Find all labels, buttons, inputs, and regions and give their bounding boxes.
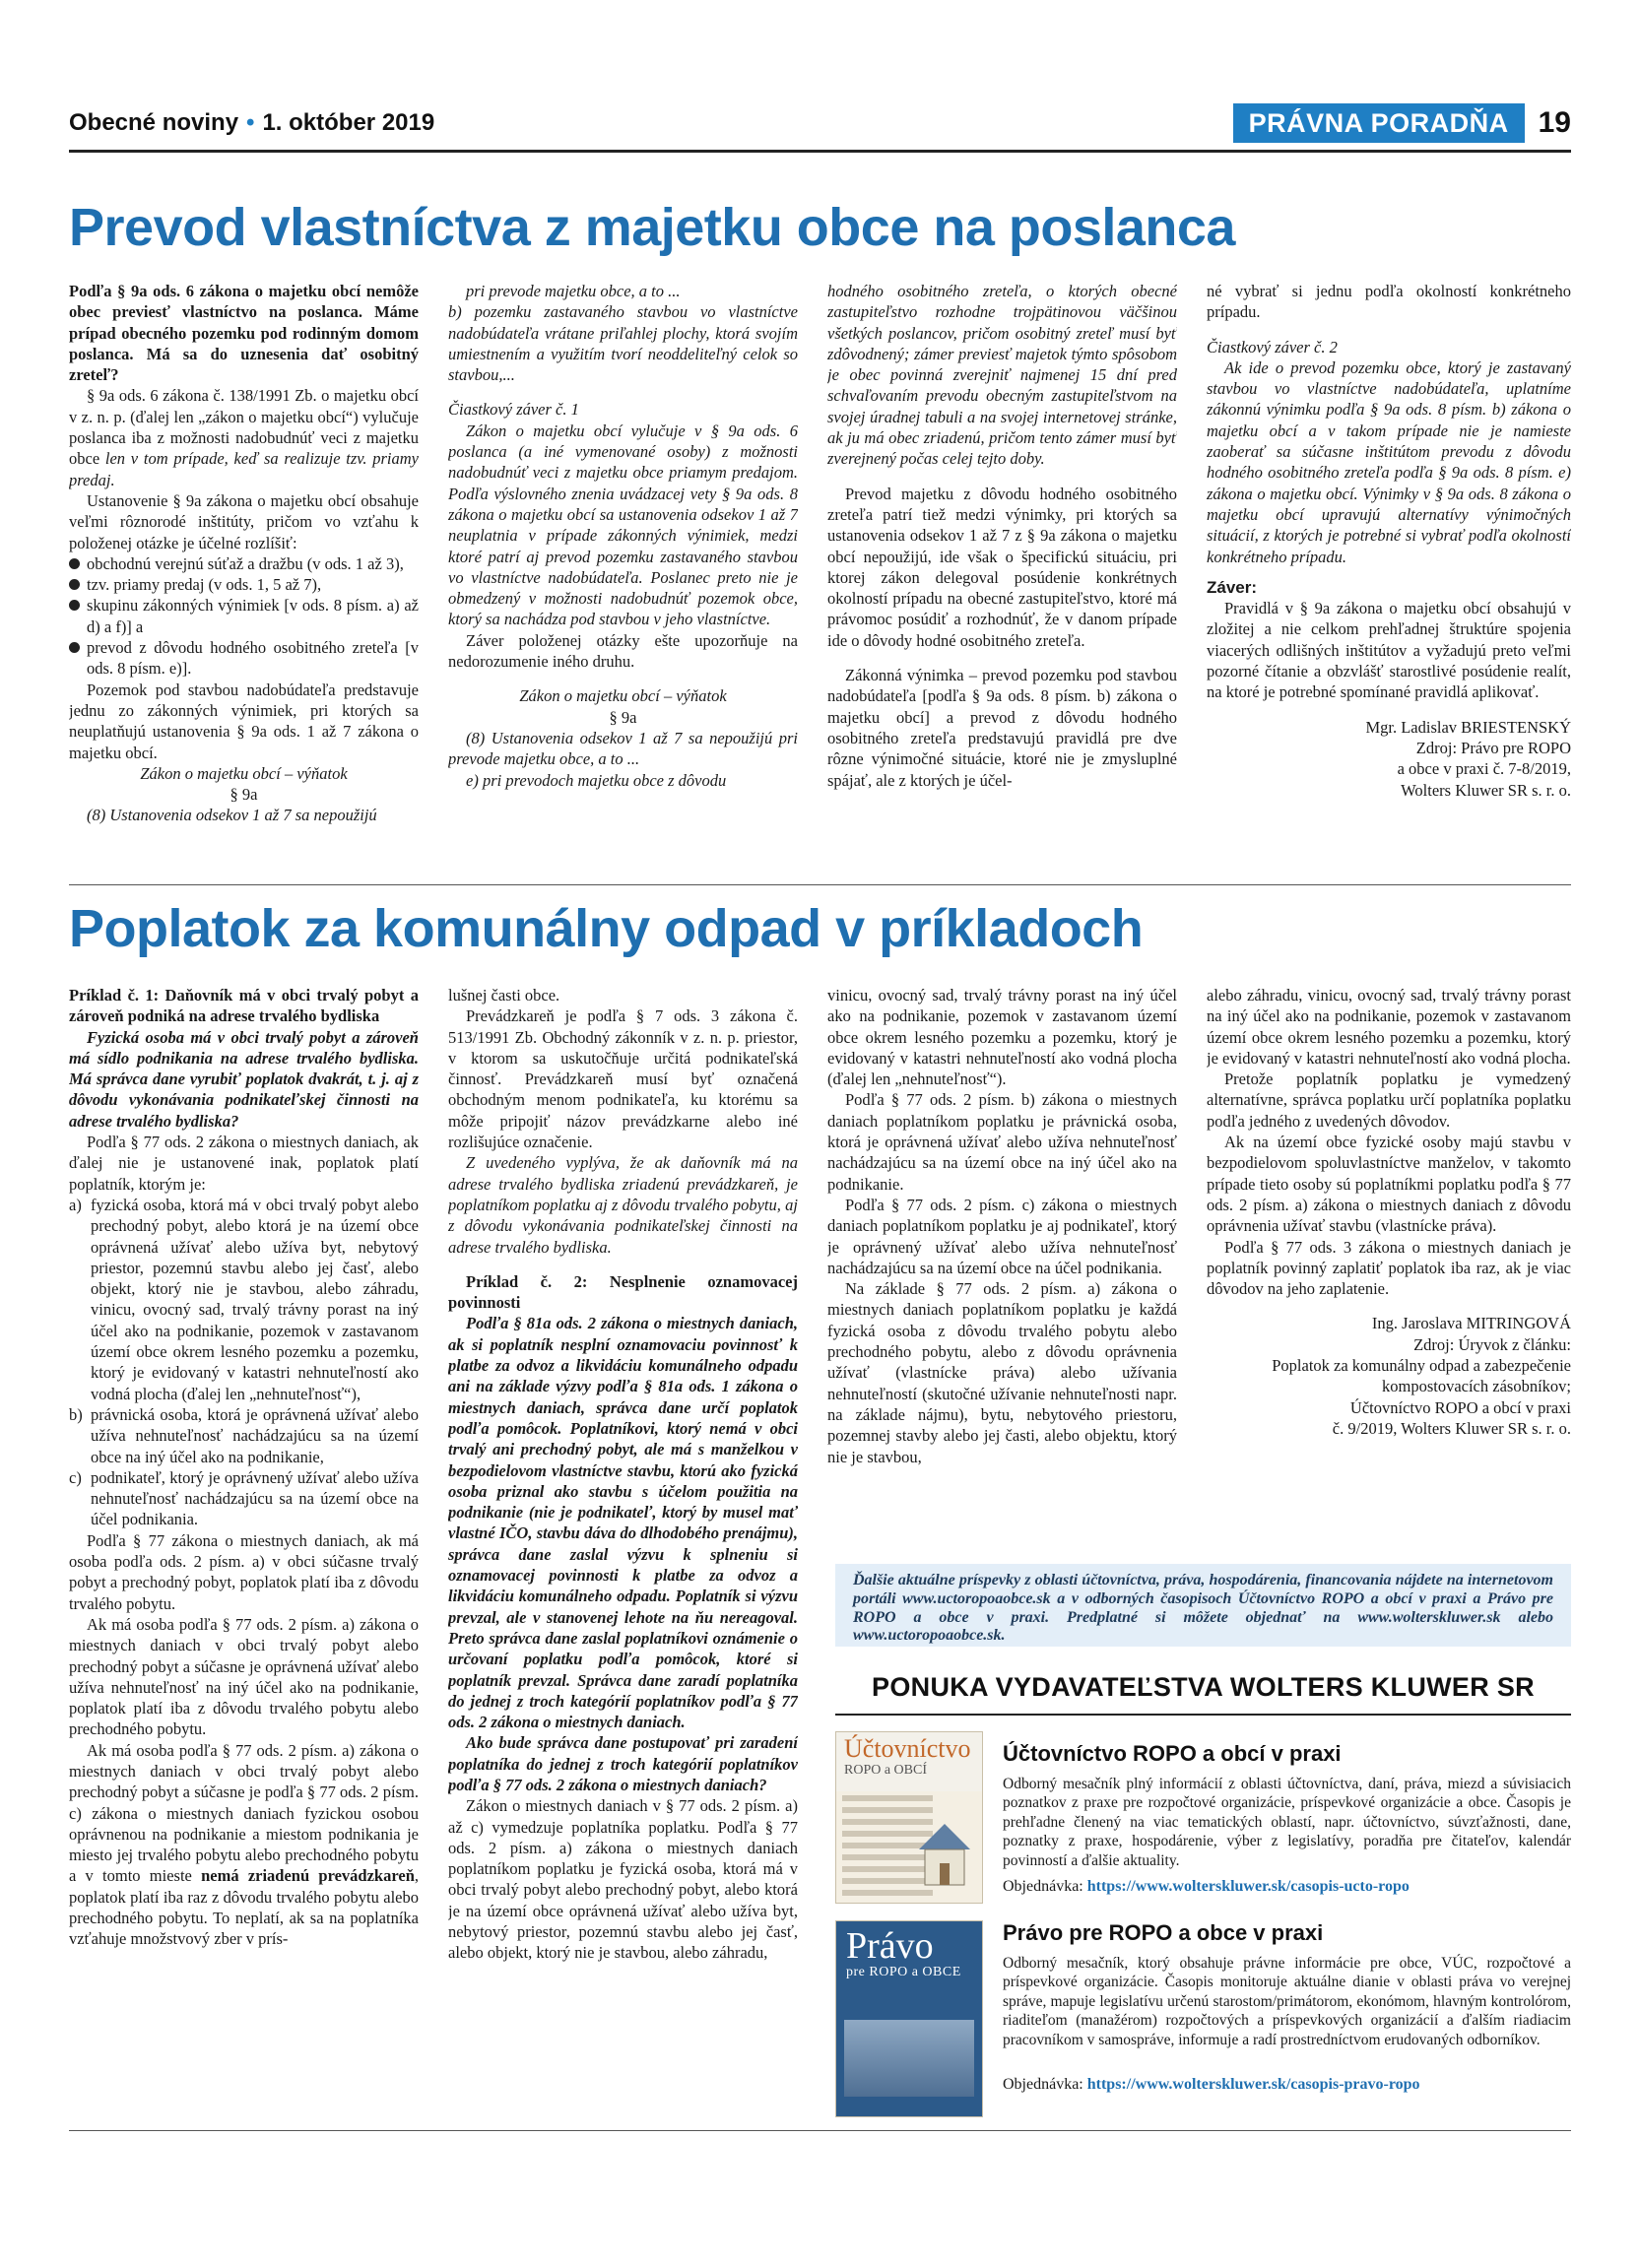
source-line: a obce v praxi č. 7-8/2019, <box>1397 759 1571 779</box>
author: Mgr. Ladislav BRIESTENSKÝ <box>1365 717 1571 737</box>
paragraph: né vybrať si jednu podľa okolností konkrétneho prípadu. <box>1207 282 1571 322</box>
author: Ing. Jaroslava MITRINGOVÁ <box>1371 1314 1571 1333</box>
article2-column-3 <box>827 985 1177 1536</box>
article2-column-4 <box>1207 985 1571 1536</box>
article2-column-1 <box>69 985 419 2122</box>
bullet-list <box>69 553 419 680</box>
paragraph: lušnej časti obce. <box>448 986 560 1004</box>
cover-subtitle: pre ROPO a OBCE <box>846 1965 961 1979</box>
paragraph: Zákon o miestnych daniach v § 77 ods. 2 písm. a) až c) vymedzuje poplatníka poplatku. Podľa § 77 ods. 2 písm. a) zákona o miestnych daniach poplatníkom poplatku je fyzická osoba, ktorá má v obci trvalý pobyt alebo prechodný pobyt, alebo ktorá je na území obce oprávnená užívať alebo užíva byt, nebytový priestor, pozemnú stavbu alebo jej časť, alebo objekt, ktorý nie je stavbou, alebo záhradu, <box>448 1796 798 1963</box>
quote-text: pri prevode majetku obce, a to ... <box>466 282 681 300</box>
header-rule <box>69 150 1571 153</box>
separator-dot: • <box>246 109 255 136</box>
paragraph: Ustanovenie § 9a zákona o majetku obcí obsahuje veľmi rôznorodé inštitúty, pričom vo vzťahu k položenej otázke je účelné rozlíšiť: <box>69 490 419 552</box>
cover-title: Právo <box>846 1925 934 1967</box>
order-line <box>1003 1878 1410 1896</box>
section-label <box>1233 103 1571 143</box>
cover-subtitle: ROPO a OBCÍ <box>844 1763 928 1778</box>
conclusion-heading: Záver: <box>1207 577 1258 597</box>
paragraph: Ak má osoba podľa § 77 ods. 2 písm. a) zákona o miestnych daniach v obci trvalý pobyt alebo prechodný pobyt a súčasne je podľa § 77 ods. 2 písm. c) zákona o miestnych daniach fyzickou osobou oprávnenou na podnikanie a miestom podnikania je miesto jej trvalého pobytu alebo prechodného pobytu a v tomto mieste nemá zriadenú prevádzkareň, poplatok platí iba raz z dôvodu trvalého pobytu alebo prechodného pobytu. To neplatí, ak sa na poplatníka vzťahuje množstvový zber v prís- <box>69 1740 419 1949</box>
product-title: Účtovníctvo ROPO a obcí v praxi <box>1003 1741 1342 1766</box>
product-description: Odborný mesačník plný informácií z oblasti účtovníctva, daní, práva, miezd a súvisiacich poznatkov z praxe pre rozpočtové organizácie, príspevkové organizácie a obce. Časopis je prehľadne členený na viac tematických oblastí, napr. účtovníctvo, súvzťažnosti, dane, poznatky z praxe, hospodárenie, výber z legislatívy, poradňa pre čitateľov, kalendár povinností a ďalšie aktuality. <box>1003 1776 1571 1869</box>
quote-text: hodného osobitného zreteľa, o ktorých obecné zastupiteľstvo rozhodne trojpätinovou väčšinou všetkých poslancov, pričom osobitný zreteľ musí byť zdôvodnený; zámer previesť majetok týmto spôsobom je obec povinná zverejniť najmenej 15 dní pred schvaľovaním prevodu obecným zastupiteľstvom na svojej úradnej tabuli a na svojej internetovej stránke, ak ju má obec zriadenú, pričom tento zámer musí byť zverejnený počas celej tejto doby. <box>827 282 1177 469</box>
paragraph: Pretože poplatník poplatku je vymedzený alternatívne, správca poplatku určí poplatníka poplatku podľa jedného z uvedených dôvodov. <box>1207 1069 1571 1131</box>
source-line: Wolters Kluwer SR s. r. o. <box>1401 780 1571 800</box>
paragraph: vinicu, ovocný sad, trvalý trávny porast na iný účel ako na podnikanie, pozemok v zastavanom území obce okrem lesného pozemku a pozemku, ktorý je evidovaný v katastri nehnuteľností ako vodná plocha (ďalej len „nehnuteľnosť“). <box>827 986 1177 1089</box>
paragraph: Podľa § 77 ods. 2 písm. b) zákona o miestnych daniach poplatníkom poplatku je právnická osoba, ktorá je oprávnená užívať alebo užíva nehnuteľnosť nachádzajúcu sa na území obce na iný účel ako na podnikanie. <box>827 1090 1177 1194</box>
source-line: Poplatok za komunálny odpad a zabezpečenie kompostovacích zásobníkov; <box>1272 1356 1571 1396</box>
article2-title: Poplatok za komunálny odpad v príkladoch <box>69 899 1144 958</box>
paragraph: Z uvedeného vyplýva, že ak daňovník má na adrese trvalého bydliska zriadenú prevádzkareň, je poplatníkom poplatku aj z dôvodu trvalého pobytu, aj z dôvodu vykonávania podnikateľskej činnosti na adrese trvalého bydliska. <box>448 1153 798 1257</box>
quote-text: (8) Ustanovenia odsekov 1 až 7 sa nepoužijú <box>87 806 377 825</box>
paragraph: Ak má osoba podľa § 77 ods. 2 písm. a) zákona o miestnych daniach v obci trvalý pobyt alebo prechodný pobyt a súčasne je oprávnená užívať alebo užíva nehnuteľnosť na iný účel ako na podnikanie, poplatok platí iba z dôvodu trvalého pobytu alebo prechodného pobytu. <box>69 1614 419 1739</box>
quote-section: § 9a <box>230 785 258 805</box>
magazine-cover-pravo <box>835 1920 983 2117</box>
example-question: Fyzická osoba má v obci trvalý pobyt a zároveň má sídlo podnikania na adrese trvalého bydliska. Má správca dane vyrubiť poplatok dvakrát, t. j. aj z dôvodu vykonávania podnikateľskej činnosti na adrese trvalého bydliska? <box>69 1027 419 1131</box>
paragraph: Zákonná výnimka – prevod pozemku pod stavbou nadobúdateľa [podľa § 9a ods. 8 písm. b) zákona o majetku obcí] a prevod z dôvodu hodného osobitného zreteľa predstavujú pravidlá pre dve rôzne výnimočné situácie, ktoré nie je zmysluplné spájať, ale z ktorých je účel- <box>827 666 1177 790</box>
paragraph: Podľa § 77 ods. 3 zákona o miestnych daniach je poplatník povinný zaplatiť poplatok iba raz, ak je viac dôvodov na jeho zaplatenie. <box>1207 1237 1571 1299</box>
list-item: b) právnická osoba, ktorá je oprávnená užívať alebo užíva nehnuteľnosť nachádzajúcu sa na území obce na iný účel ako na podnikanie, <box>69 1404 419 1466</box>
source-line: č. 9/2019, Wolters Kluwer SR s. r. o. <box>1332 1418 1571 1438</box>
quote-text: (8) Ustanovenia odsekov 1 až 7 sa nepoužijú pri prevode majetku obce, a to ... <box>448 728 798 769</box>
publication-name: Obecné noviny <box>69 109 239 136</box>
list-item: skupinu zákonných výnimiek [v ods. 8 písm. a) až d) a f)] a <box>69 595 419 637</box>
list-item: tzv. priamy predaj (v ods. 1, 5 až 7), <box>69 574 419 595</box>
subheading: Čiastkový záver č. 1 <box>448 400 579 420</box>
section-badge: PRÁVNA PORADŇA <box>1233 103 1525 143</box>
paragraph: Ak ide o prevod pozemku obce, ktorý je zastavaný stavbou vo vlastníctve nadobúdateľa, uplatníme zákonnú výnimku podľa § 9a ods. 8 písm. b) zákona o majetku obcí a v takom prípade nie je namieste zaoberať sa súčasne inštitútom prevodu z dôvodu hodného osobitného zreteľa podľa § 9a ods. 8 písm. e) zákona o majetku obcí. Výnimky v § 9a ods. 8 zákona o majetku obcí upravujú alternatívy výnimočných situácií, z ktorých je potrebné si vybrať podľa okolností konkrétneho prípadu. <box>1207 357 1571 566</box>
house-icon <box>913 1814 976 1893</box>
paragraph: Podľa § 77 ods. 2 písm. c) zákona o miestnych daniach poplatníkom poplatku je aj podnikateľ, ktorý je oprávnený užívať alebo užíva nehnuteľnosť nachádzajúcu sa na území obce na účel podnikania. <box>827 1195 1177 1277</box>
example-heading: Príklad č. 2: Nesplnenie oznamovacej povinnosti <box>448 1271 798 1313</box>
paragraph: Prevádzkareň je podľa § 7 ods. 3 zákona č. 513/1991 Zb. Obchodný zákonník v z. n. p. priestor, v ktorom sa uskutočňuje určitá podnikateľská činnosť. Prevádzkareň musí byť označená obchodným menom podnikateľa, ku ktorému sa môže pripojiť názov prevádzkarne alebo iné rozlišujúce označenie. <box>448 1006 798 1152</box>
paragraph: Pravidlá v § 9a zákona o majetku obcí obsahujú v zložitej a nie celkom prehľadnej štruktúre spojenia viacerých odlišných inštitútov a vyžadujú preto veľmi pozorné čítanie a obzvlášť starostlivé posúdenie realít, na ktoré je potrebné spomínané pravidlá aplikovať. <box>1207 599 1571 702</box>
promo-box: Ďalšie aktuálne príspevky z oblasti účtovníctva, práva, hospodárenia, financovania nájdete na internetovom portáli www.uctoropoaobce.sk a v odborných časopisoch Účtovníctvo ROPO a obcí v praxi a Právo pre ROPO a obce v praxi. Predplatné si môžete objednať na www.wolterskluwer.sk alebo www.uctoropoaobce.sk. <box>835 1564 1571 1647</box>
source-line: Zdroj: Úryvok z článku: <box>1413 1334 1571 1354</box>
paragraph: Zákon o majetku obcí vylučuje v § 9a ods. 6 poslanca (a iné vymenované osoby) z možnosti nadobudnúť veci z majetku obce priamym predajom. Podľa výslovného znenia uvádzacej vety § 9a ods. 8 zákona o majetku obcí sa ustanovenia odsekov 1 až 7 neuplatnia v prípade zákonných výnimiek, medzi ktoré patrí aj prevod pozemku zastavaného stavbou vo vlastníctve nadobúdateľa. Poslanec preto nie je obmedzený v možnosti nadobudnúť pozemok obce, ktorý sa nachádza pod stavbou v jeho vlastníctve. <box>448 421 798 629</box>
paragraph: Pozemok pod stavbou nadobúdateľa predstavuje jednu zo zákonných výnimiek, pri ktorých sa neuplatňujú ustanovenia § 9a ods. 1 až 7 zákona o majetku obcí. <box>69 680 419 762</box>
article-divider <box>69 884 1571 885</box>
paragraph: Záver položenej otázky ešte upozorňuje na nedorozumenie iného druhu. <box>448 630 798 672</box>
page-header <box>69 103 1571 149</box>
paragraph: § 9a ods. 6 zákona č. 138/1991 Zb. o majetku obcí v z. n. p. (ďalej len „zákon o majetku obcí“) vylučuje poslanca iba z možnosti nadobudnúť veci z majetku obce len v tom prípade, keď sa realizuje tzv. priamy predaj. <box>69 386 419 489</box>
source-line: Zdroj: Právo pre ROPO <box>1415 738 1571 757</box>
cover-masthead <box>836 1732 982 1791</box>
article1-column-2 <box>448 281 798 872</box>
product-title: Právo pre ROPO a obce v praxi <box>1003 1920 1324 1945</box>
example-question: Podľa § 81a ods. 2 zákona o miestnych daniach, ak si poplatník nesplní oznamovaciu povinnosť k platbe za odvoz a likvidáciu komunálneho odpadu ani na základe výzvy podľa § 81a ods. 1 zákona o miestnych daniach, správca dane určí poplatok podľa pomôcok. Poplatníkovi, ktorý nemá v obci trvalý ani prechodný pobyt, ale má s manželkou v bezpodielovom vlastníctve stavbu, ktorú ako fyzická osoba priznal ako stavbu s účelom použitia na podnikanie (nie je podnikateľ, ktorý by musel mať vlastné IČO, stavbu dáva do dlhodobého prenájmu), správca dane zaslal výzvu k splneniu si oznamovacej povinnosti k platbe za odvoz a likvidáciu komunálneho odpadu. Poplatník si výzvu prevzal, ale v stanovenej lehote na ňu nereagoval. Preto správca dane zaslal poplatníkovi oznámenie o určovaní poplatku podľa pomôcok, ktoré si poplatník prevzal. Správca dane zaradí poplatníka do jednej z troch kategórií poplatníkov podľa § 77 ods. 2 zákona o miestnych daniach. <box>448 1314 798 1732</box>
footer-rule <box>69 2130 1571 2131</box>
letter-list <box>69 1195 419 1530</box>
example-question: Ako bude správca dane postupovať pri zaradení poplatníka do jednej z troch kategórií poplatníkov podľa § 77 ods. 2 zákona o miestnych daniach? <box>448 1733 798 1794</box>
order-line <box>1003 2076 1420 2094</box>
offer-heading: PONUKA VYDAVATEĽSTVA WOLTERS KLUWER SR <box>872 1672 1535 1702</box>
subheading: Čiastkový záver č. 2 <box>1207 337 1338 356</box>
paragraph: Ak na území obce fyzické osoby majú stavbu v bezpodielovom spoluvlastníctve manželov, v takomto prípade tieto osoby sú poplatníkmi poplatku podľa § 77 ods. 2 písm. a) zákona o miestnych daniach z dôvodu oprávnenia užívať stavbu (vlastnícke práva). <box>1207 1133 1571 1236</box>
publication-date: 1. október 2019 <box>262 109 435 136</box>
order-link[interactable]: https://www.wolterskluwer.sk/casopis-ucto-ropo <box>1086 1878 1410 1895</box>
source-line: Účtovníctvo ROPO a obcí v praxi <box>1349 1397 1571 1417</box>
quote-text: e) pri prevodoch majetku obce z dôvodu <box>466 770 727 790</box>
quote-title: Zákon o majetku obcí – výňatok <box>519 686 727 706</box>
list-item: c) podnikateľ, ktorý je oprávnený užívať alebo užíva nehnuteľnosť nachádzajúcu sa na území obce na účel podnikania. <box>69 1467 419 1529</box>
article1-column-1 <box>69 281 419 872</box>
article2-column-2 <box>448 985 798 2122</box>
quote-title: Zákon o majetku obcí – výňatok <box>140 763 348 783</box>
cover-title: Účtovníctvo <box>844 1734 971 1763</box>
article1-column-4 <box>1207 281 1571 872</box>
quote-section: § 9a <box>609 707 637 727</box>
cover-image <box>844 2020 974 2097</box>
list-item: a) fyzická osoba, ktorá má v obci trvalý pobyt alebo prechodný pobyt, alebo ktorá je na území obce oprávnená užívať alebo užíva byt, nebytový priestor, pozemnú stavbu alebo jej časť, alebo objekt, ktorý nie je stavbou, alebo záhradu, vinicu, ovocný sad, trvalý trávny porast na iný účel ako na podnikanie, pozemok v zastavanom území obce okrem lesného pozemku a pozemku, ktorý je evidovaný v katastri nehnuteľností ako vodná plocha (ďalej len „nehnuteľnosť“), <box>69 1195 419 1403</box>
article1-lead: Podľa § 9a ods. 6 zákona o majetku obcí nemôže obec previesť vlastníctvo na poslanca. Máme prípad obecného pozemku pod rodinným domom poslanca. Má sa do uznesenia dať osobitný zreteľ? <box>69 282 419 385</box>
order-label: Objednávka: <box>1003 1878 1083 1895</box>
offer-rule <box>835 1714 1571 1716</box>
list-item: obchodnú verejnú súťaž a dražbu (v ods. 1 až 3), <box>69 553 419 574</box>
magazine-cover-ucto <box>835 1731 983 1904</box>
cover-masthead <box>836 1921 982 2010</box>
publication-line <box>69 109 434 137</box>
paragraph: alebo záhradu, vinicu, ovocný sad, trvalý trávny porast na iný účel ako na podnikanie, pozemok v zastavanom území obce okrem lesného pozemku a pozemku, ktorý je evidovaný v katastri nehnuteľností ako vodná plocha. <box>1207 986 1571 1068</box>
article1-title: Prevod vlastníctva z majetku obce na poslanca <box>69 198 1235 257</box>
list-item: prevod z dôvodu hodného osobitného zreteľa [v ods. 8 písm. e)]. <box>69 637 419 680</box>
article1-column-3 <box>827 281 1177 872</box>
paragraph: Podľa § 77 zákona o miestnych daniach, ak má osoba podľa ods. 2 písm. a) v obci súčasne trvalý pobyt a prechodný pobyt, poplatok platí iba z dôvodu trvalého pobytu. <box>69 1530 419 1613</box>
paragraph: Podľa § 77 ods. 2 zákona o miestnych daniach, ak ďalej nie je ustanovené inak, poplatok platí poplatník, ktorým je: <box>69 1133 419 1194</box>
paragraph: Na základe § 77 ods. 2 písm. a) zákona o miestnych daniach poplatníkom poplatku je každá fyzická osoba z dôvodu trvalého pobytu alebo prechodného pobytu, alebo z dôvodu oprávnenia užívať (vlastnícke práva) alebo užívania nehnuteľností (skutočné užívanie nehnuteľnosti napr. na základe nájmu), bytu, nebytového priestoru, pozemnej stavby alebo jej časti, alebo objektu, ktorý nie je stavbou, <box>827 1279 1177 1466</box>
order-link[interactable]: https://www.wolterskluwer.sk/casopis-pravo-ropo <box>1086 2076 1420 2093</box>
page-number: 19 <box>1538 106 1571 139</box>
quote-text: b) pozemku zastavaného stavbou vo vlastníctve nadobúdateľa vrátane priľahlej plochy, ktorá svojím umiestnením a využitím tvorí neoddeliteľný celok so stavbou,... <box>448 302 798 385</box>
product-description: Odborný mesačník, ktorý obsahuje právne informácie pre obce, VÚC, rozpočtové a príspevkové organizácie. Časopis monitoruje aktuálne dianie v oblasti práva vo verejnej správe, mapuje legislatívu určenú starostom/primátorom, ekonómom, hlavným kontrolórom, riaditeľom (manažérom) rozpočtových a príspevkových organizácií a ďalším riadiacim pracovníkom v samospráve, informuje a radí prostredníctvom erudovaných odborníkov. <box>1003 1955 1571 2048</box>
order-label: Objednávka: <box>1003 2076 1083 2093</box>
paragraph: Prevod majetku z dôvodu hodného osobitného zreteľa patrí tiež medzi výnimky, pri ktorých sa ustanovenia odsekov 1 až 7 z § 9a zákona o majetku obcí nepoužijú, ide však o špecifickú situáciu, pri ktorej zákon delegoval posúdenie konkrétnych okolností prípadu na obecné zastupiteľstvo, ktoré má právomoc posúdiť a rozhodnúť, že v danom prípade ide o dôvody hodné osobitného zreteľa. <box>827 484 1177 650</box>
example-heading: Príklad č. 1: Daňovník má v obci trvalý pobyt a zároveň podniká na adrese trvalého bydliska <box>69 986 419 1026</box>
